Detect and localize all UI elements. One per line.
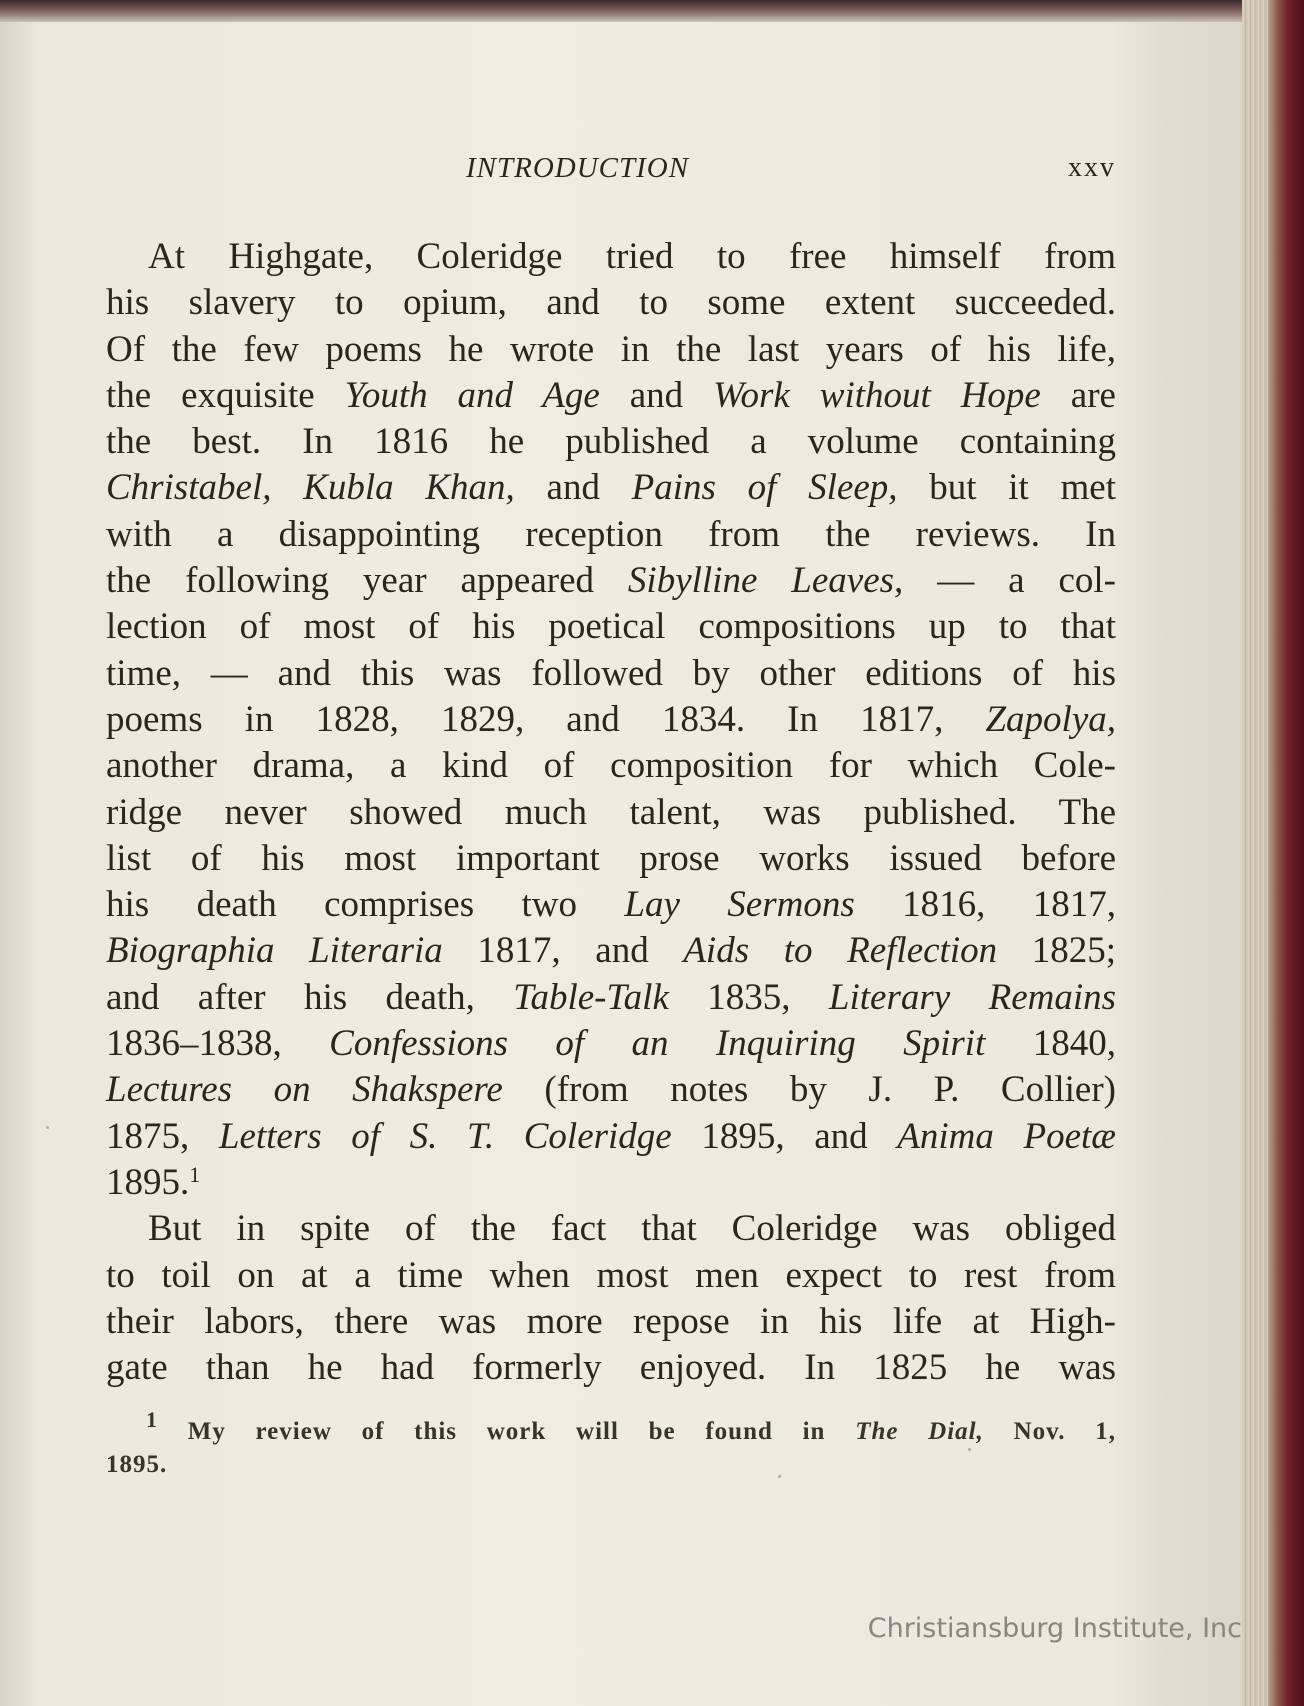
- page-number: xxv: [1068, 152, 1116, 183]
- italic-title: Aids to Reflection: [683, 930, 998, 972]
- text-line: 1875, Letters of S. T. Coleridge 1895, and Anima Poetæ: [106, 1115, 1116, 1157]
- footnote-line: $^1$ My review of this work will be found in The Dial, Nov. 1,: [146, 1407, 1116, 1446]
- italic-title: Pains of Sleep,: [631, 467, 898, 509]
- italic-title: Sibylline Leaves,: [627, 560, 904, 602]
- italic-title: Youth and Age: [344, 374, 600, 416]
- footnote-line: 1895.: [106, 1451, 168, 1479]
- footnote: [106, 1407, 1116, 1481]
- text-line: the following year appeared Sibylline Leaves, — a col-: [106, 560, 1116, 602]
- text-line: lection of most of his poetical compositions up to that: [106, 606, 1116, 648]
- italic-title: Lectures on Shakspere: [106, 1069, 503, 1111]
- italic-title: Biographia Literaria: [106, 930, 443, 972]
- book-binding: [1268, 0, 1304, 1706]
- text-line: But in spite of the fact that Coleridge was obliged: [148, 1208, 1116, 1250]
- text-line: 1895.$^1$: [106, 1161, 201, 1203]
- italic-title: Literary Remains: [828, 976, 1117, 1018]
- text-line: Biographia Literaria 1817, and Aids to Reflection 1825;: [106, 930, 1117, 972]
- italic-title: Confessions of an Inquiring Spirit: [329, 1023, 986, 1065]
- text-line: 1836–1838, Confessions of an Inquiring Spirit 1840,: [106, 1023, 1116, 1065]
- body-text: [106, 234, 1116, 1391]
- italic-title: Letters of S. T. Coleridge: [218, 1115, 672, 1157]
- italic-title: Anima Poetæ: [897, 1115, 1116, 1157]
- text-line: the exquisite Youth and Age and Work without Hope are: [106, 374, 1116, 416]
- footnote-marker: 1: [146, 1407, 158, 1433]
- text-line: time, — and this was followed by other editions of his: [106, 652, 1116, 694]
- text-line: poems in 1828, 1829, and 1834. In 1817, Zapolya,: [106, 698, 1116, 740]
- text-line: Lectures on Shakspere (from notes by J. P. Collier): [106, 1069, 1116, 1111]
- italic-title: Work without Hope: [713, 374, 1041, 416]
- text-line: Of the few poems he wrote in the last years of his life,: [106, 328, 1116, 370]
- italic-title: Table-Talk: [513, 976, 669, 1018]
- running-head-title: INTRODUCTION: [466, 152, 690, 184]
- italic-title: Zapolya,: [985, 698, 1116, 740]
- text-line: with a disappointing reception from the reviews. In: [106, 513, 1116, 555]
- book-top-edge: [0, 0, 1304, 22]
- text-line: At Highgate, Coleridge tried to free himself from: [148, 236, 1116, 277]
- text-line: Christabel, Kubla Khan, and Pains of Sleep, but it met: [106, 467, 1116, 509]
- book-page: [106, 148, 1116, 1481]
- page-stack-edge: [1242, 0, 1268, 1706]
- text-line: their labors, there was more repose in his life at High-: [106, 1300, 1116, 1342]
- watermark: Christiansburg Institute, Inc: [867, 1613, 1242, 1644]
- running-head: [106, 148, 1116, 192]
- text-line: to toil on at a time when most men expect to rest from: [106, 1254, 1116, 1296]
- footnote-marker: 1: [189, 1161, 201, 1187]
- text-line: and after his death, Table-Talk 1835, Literary Remains: [106, 976, 1117, 1018]
- italic-title: The Dial,: [855, 1418, 984, 1446]
- text-line: list of his most important prose works issued before: [106, 837, 1116, 879]
- paper-speck: [46, 1126, 49, 1129]
- text-line: his slavery to opium, and to some extent succeeded.: [106, 282, 1116, 324]
- text-line: gate than he had formerly enjoyed. In 1825 he was: [106, 1347, 1116, 1389]
- italic-title: Lay Sermons: [624, 884, 855, 926]
- text-line: another drama, a kind of composition for which Cole-: [106, 745, 1116, 787]
- italic-title: Christabel, Kubla Khan,: [106, 467, 515, 509]
- text-line: the best. In 1816 he published a volume containing: [106, 421, 1116, 463]
- text-line: his death comprises two Lay Sermons 1816, 1817,: [106, 884, 1117, 926]
- text-line: ridge never showed much talent, was published. The: [106, 791, 1116, 833]
